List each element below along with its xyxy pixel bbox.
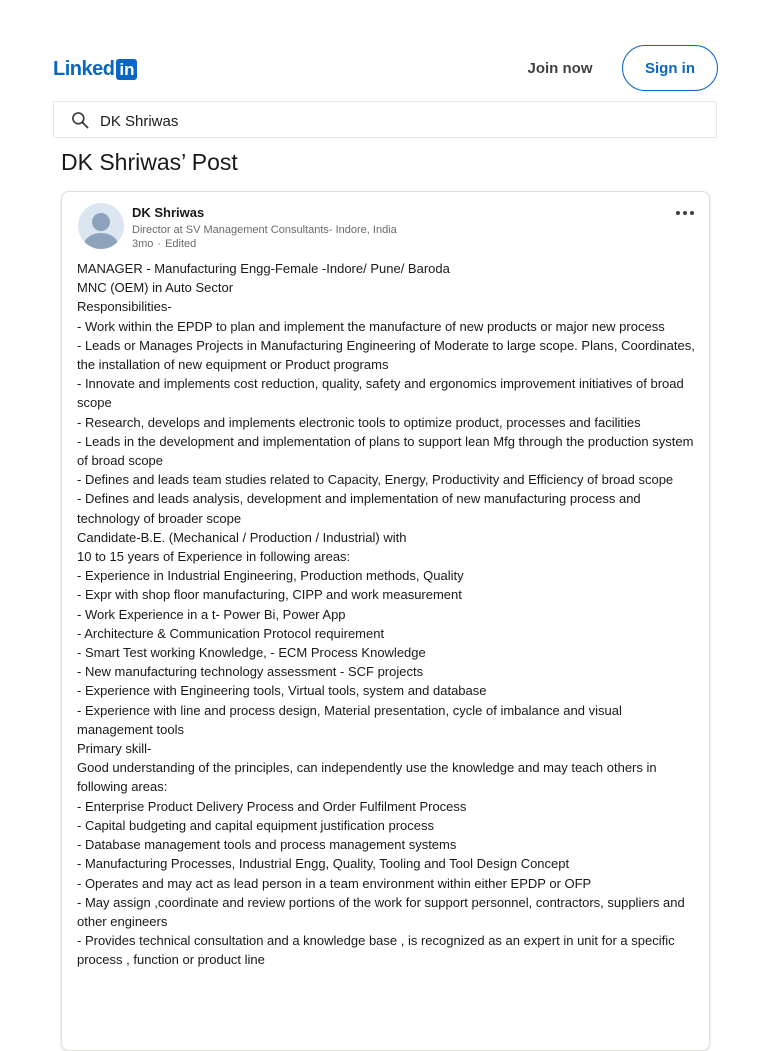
post-edited: Edited [165,238,197,250]
author-name[interactable]: DK Shriwas [132,205,205,220]
search-icon [70,110,90,130]
author-headline: Director at SV Management Consultants- Indore, India [132,224,397,236]
post-card [61,191,710,1051]
search-input[interactable] [98,106,702,136]
author-avatar[interactable] [78,203,124,249]
more-dot [676,211,680,215]
logo-text: Linked [53,58,115,80]
linkedin-logo[interactable] [53,58,137,80]
page-title: DK Shriwas’ Post [61,149,238,175]
more-dot [690,211,694,215]
more-icon[interactable] [670,200,700,220]
post-time: 3mo [132,238,154,250]
avatar-body [84,233,118,249]
avatar-head [92,213,110,231]
meta-separator: · [157,238,162,250]
post-body: MANAGER - Manufacturing Engg-Female -Indore/ Pune/ Baroda MNC (OEM) in Auto Sector Responsibilities- - Work within the EPDP to plan and implement the manufacture of new products or major new process - Leads or Manages Projects in Manufacturing Engineering of Moderate to large scope. Plans, Coordinates, the installation of new equipment or Product programs - Innovate and implements cost reduction, quality, safety and ergonomics improvement initiatives of broad scope - Research, develops and implements electronic tools to optimize product, processes and facilities - Leads in the development and implementation of plans to support lean Mfg through the production system of broad scope - Defines and leads team studies related to Capacity, Energy, Productivity and Efficiency of broad scope - Defines and leads analysis, development and implementation of new manufacturing process and technology of broader scope Candidate-B.E. (Mechanical / Production / Industrial) with 10 to 15 years of Experience in following areas: - Experience in Industrial Engineering, Production methods, Quality - Expr with shop floor manufacturing, CIPP and work measurement - Work Experience in a t- Power Bi, Power App - Architecture & Communication Protocol requirement - Smart Test working Knowledge, - ECM Process Knowledge - New manufacturing technology assessment - SCF projects - Experience with Engineering tools, Virtual tools, system and database - Experience with line and process design, Material presentation, cycle of imbalance and visual management tools Primary skill- Good understanding of the principles, can independently use the knowledge and may teach others in following areas: - Enterprise Product Delivery Process and Order Fulfilment Process - Capital budgeting and capital equipment justification process - Database management tools and process management systems - Manufacturing Processes, Industrial Engg, Quality, Tooling and Tool Design Concept - Operates and may act as lead person in a team environment within either EPDP or OFP - May assign ,coordinate and review portions of the work for support personnel, contractors, suppliers and other engineers - Provides technical consultation and a knowledge base , is recognized as an expert in unit for a specific process , function or product line [77,261,695,968]
top-nav [0,0,768,100]
sign-in-button[interactable]: Sign in [622,45,718,91]
more-dot [683,211,687,215]
join-now-button[interactable]: Join now [514,50,606,86]
search-bar[interactable] [53,101,717,138]
post-meta [132,238,196,250]
logo-in-badge: in [116,59,137,80]
